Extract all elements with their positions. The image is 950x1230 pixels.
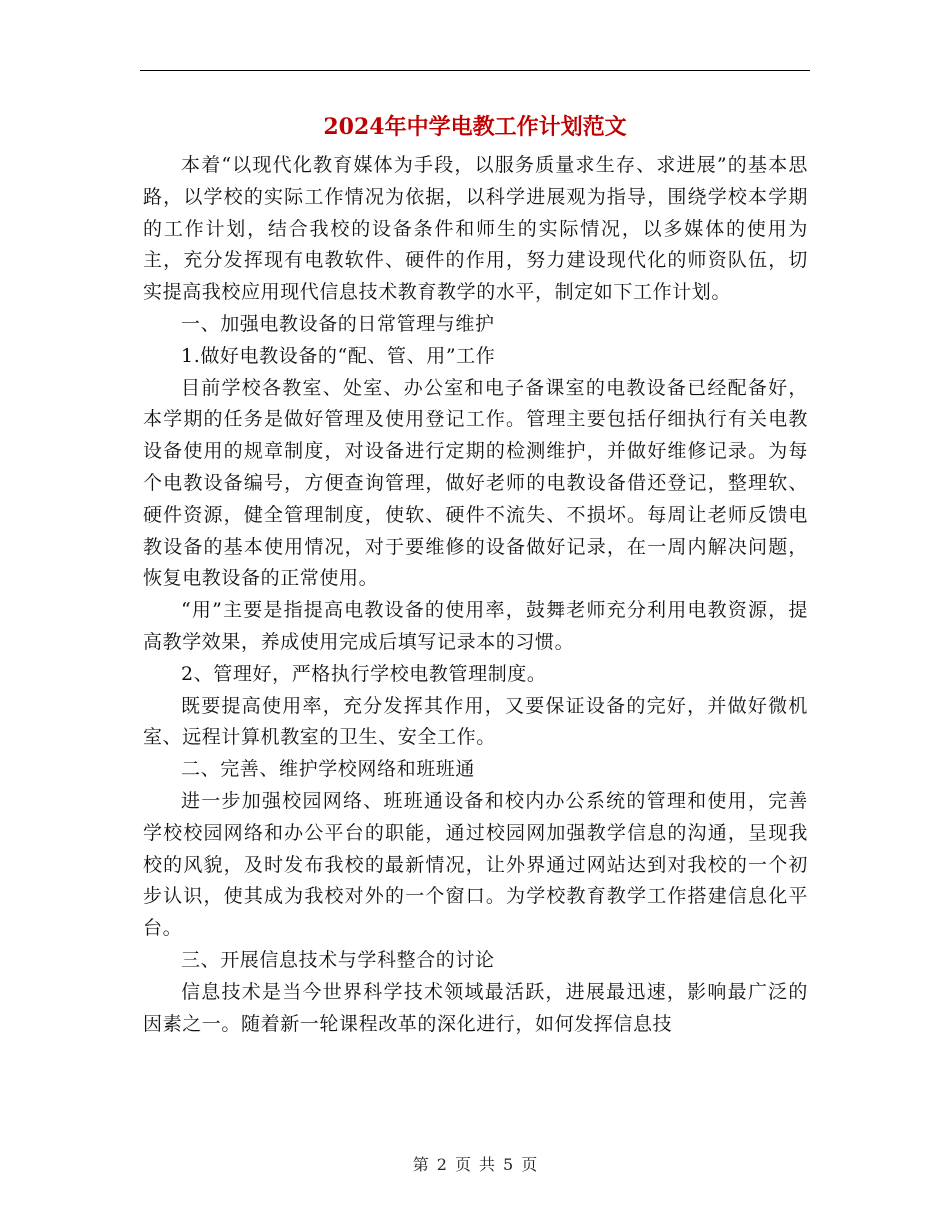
paragraph-intro: 本着“以现代化教育媒体为手段，以服务质量求生存、求进展”的基本思路，以学校的实际工作情况为依据，以科学进展观为指导，围绕学校本学期的工作计划，结合我校的设备条件和师生的实际情况，以多媒体的使用为主，充分发挥现有电教软件、硬件的作用，努力建设现代化的师资队伍，切实提高我校应用现代信息技术教育教学的水平，制定如下工作计划。 (143, 154, 808, 304)
subsection-heading-1-2: 2、管理好，严格执行学校电教管理制度。 (181, 662, 547, 685)
document-body (143, 150, 808, 1040)
footer-total-pages: 5 (503, 1155, 514, 1174)
section-heading-1: 一、加强电教设备的日常管理与维护 (181, 312, 495, 335)
section-heading-2: 二、完善、维护学校网络和班班通 (181, 758, 476, 781)
document-title: 2024年中学电教工作计划范文 (323, 114, 627, 140)
paragraph-equipment-management: 目前学校各教室、处室、办公室和电子备课室的电教设备已经配备好，本学期的任务是做好管理及使用登记工作。管理主要包括仔细执行有关电教设备使用的规章制度，对设备进行定期的检测维护，并做好维修记录。为每个电教设备编号，方便查询管理，做好老师的电教设备借还登记，整理软、硬件资源，健全管理制度，使软、硬件不流失、不损坏。每周让老师反馈电教设备的基本使用情况，对于要维修的设备做好记录，在一周内解决问题，恢复电教设备的正常使用。 (143, 376, 808, 590)
header-rule (140, 70, 810, 71)
paragraph-equipment-usage: “用”主要是指提高电教设备的使用率，鼓舞老师充分利用电教资源，提高教学效果，养成使用完成后填写记录本的习惯。 (143, 599, 808, 653)
footer-prefix: 第 (412, 1155, 429, 1174)
paragraph-management-rules: 既要提高使用率，充分发挥其作用，又要保证设备的完好，并做好微机室、远程计算机教室的卫生、安全工作。 (143, 694, 808, 749)
footer-of-label: 共 (479, 1155, 496, 1174)
footer-total-label: 页 (521, 1155, 538, 1174)
footer-page-label: 页 (454, 1155, 471, 1174)
footer-page-number: 2 (436, 1155, 447, 1174)
section-heading-3: 三、开展信息技术与学科整合的讨论 (181, 948, 495, 971)
paragraph-campus-network: 进一步加强校园网络、班班通设备和校内办公系统的管理和使用，完善学校校园网络和办公平台的职能，通过校园网加强教学信息的沟通，呈现我校的风貌，及时发布我校的最新情况，让外界通过网站达到对我校的一个初步认识，使其成为我校对外的一个窗口。为学校教育教学工作搭建信息化平台。 (143, 789, 808, 940)
page-footer (0, 1154, 950, 1176)
paragraph-it-integration: 信息技术是当今世界科学技术领域最活跃，进展最迅速，影响最广泛的因素之一。随着新一轮课程改革的深化进行，如何发挥信息技 (143, 980, 808, 1035)
subsection-heading-1-1: 1.做好电教设备的“配、管、用”工作 (181, 344, 496, 367)
